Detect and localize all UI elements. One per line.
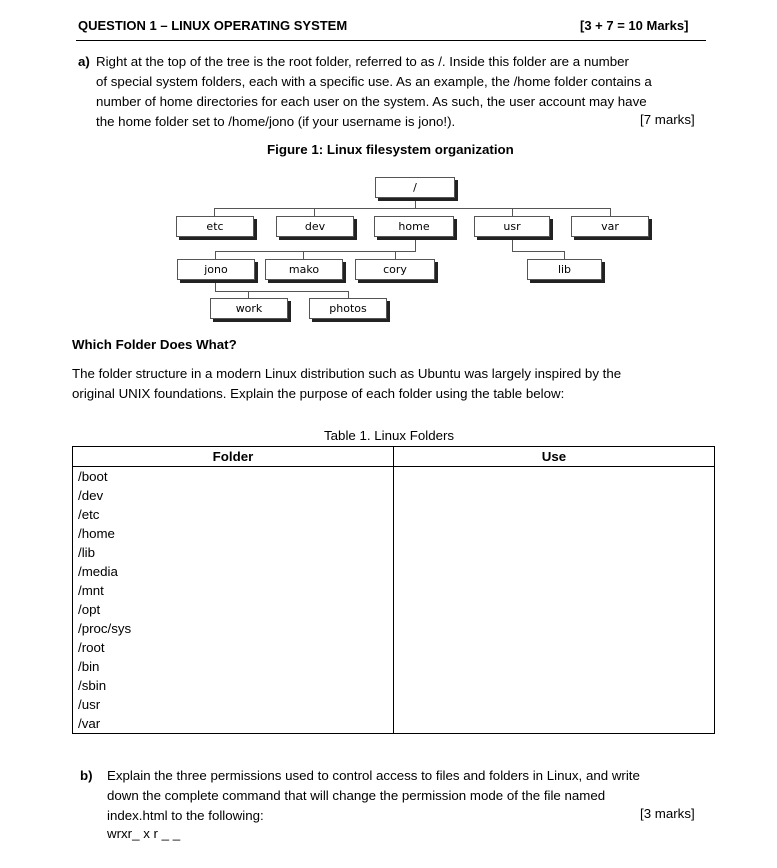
tree-node-home: home xyxy=(374,216,454,237)
tree-connector xyxy=(314,208,315,216)
tree-node-cory: cory xyxy=(355,259,435,280)
folder-cell: /mnt xyxy=(73,581,394,600)
column-header-use: Use xyxy=(394,447,715,467)
use-cell[interactable] xyxy=(394,714,715,734)
tree-node-dev: dev xyxy=(276,216,354,237)
table-caption: Table 1. Linux Folders xyxy=(324,428,455,443)
section-line: original UNIX foundations. Explain the purpose of each folder using the table below: xyxy=(72,386,565,401)
use-cell[interactable] xyxy=(394,619,715,638)
folder-cell: /opt xyxy=(73,600,394,619)
table-row xyxy=(73,581,715,600)
section-paragraph xyxy=(72,364,712,404)
folder-cell: /boot xyxy=(73,467,394,487)
part-b-marks: [3 marks] xyxy=(640,806,695,821)
tree-node-mako: mako xyxy=(265,259,343,280)
linux-folders-table xyxy=(72,446,715,734)
table-row xyxy=(73,543,715,562)
part-a-label: a) xyxy=(78,54,90,69)
tree-connector xyxy=(215,291,349,292)
question-marks: [3 + 7 = 10 Marks] xyxy=(580,18,689,33)
table-row xyxy=(73,619,715,638)
use-cell[interactable] xyxy=(394,467,715,487)
folder-cell: /proc/sys xyxy=(73,619,394,638)
use-cell[interactable] xyxy=(394,562,715,581)
tree-connector xyxy=(303,251,304,259)
folder-cell: /home xyxy=(73,524,394,543)
folder-cell: /bin xyxy=(73,657,394,676)
part-b-line: down the complete command that will change the permission mode of the file named xyxy=(107,788,606,803)
tree-connector xyxy=(214,208,215,216)
use-cell[interactable] xyxy=(394,695,715,714)
tree-node-etc: etc xyxy=(176,216,254,237)
folder-cell: /usr xyxy=(73,695,394,714)
use-cell[interactable] xyxy=(394,524,715,543)
use-cell[interactable] xyxy=(394,600,715,619)
part-b-label: b) xyxy=(80,768,93,783)
tree-connector xyxy=(512,208,513,216)
tree-connector xyxy=(215,281,216,291)
tree-node-var: var xyxy=(571,216,649,237)
tree-node-jono: jono xyxy=(177,259,255,280)
tree-node-work: work xyxy=(210,298,288,319)
folder-cell: /sbin xyxy=(73,676,394,695)
table-row xyxy=(73,486,715,505)
folder-cell: /etc xyxy=(73,505,394,524)
tree-connector xyxy=(215,251,416,252)
tree-node-photos: photos xyxy=(309,298,387,319)
table-row xyxy=(73,638,715,657)
part-b-line: Explain the three permissions used to control access to files and folders in Linux, and write xyxy=(107,768,640,783)
table-header-row xyxy=(73,447,715,467)
use-cell[interactable] xyxy=(394,676,715,695)
tree-connector xyxy=(564,251,565,259)
header-rule xyxy=(76,40,706,41)
folder-cell: /root xyxy=(73,638,394,657)
use-cell[interactable] xyxy=(394,486,715,505)
tree-node-usr: usr xyxy=(474,216,550,237)
figure-caption: Figure 1: Linux filesystem organization xyxy=(267,142,514,157)
folder-cell: /lib xyxy=(73,543,394,562)
part-b-paragraph xyxy=(107,766,707,826)
table-row xyxy=(73,562,715,581)
part-a-marks: [7 marks] xyxy=(640,112,695,127)
table-row xyxy=(73,467,715,487)
tree-connector xyxy=(415,199,416,208)
tree-node-root: / xyxy=(375,177,455,198)
section-line: The folder structure in a modern Linux distribution such as Ubuntu was largely inspired by the xyxy=(72,366,622,381)
table-row xyxy=(73,657,715,676)
use-cell[interactable] xyxy=(394,505,715,524)
section-heading: Which Folder Does What? xyxy=(72,337,237,352)
tree-connector xyxy=(395,251,396,259)
permission-string: wrxr_ x r _ _ xyxy=(107,826,181,841)
tree-connector xyxy=(415,238,416,251)
use-cell[interactable] xyxy=(394,657,715,676)
part-a-line: of special system folders, each with a specific use. As an example, the /home folder contains a xyxy=(96,74,652,89)
table-row xyxy=(73,695,715,714)
part-a-paragraph xyxy=(96,52,706,132)
column-header-folder: Folder xyxy=(73,447,394,467)
part-b-line: index.html to the following: xyxy=(107,808,264,823)
use-cell[interactable] xyxy=(394,581,715,600)
table-row xyxy=(73,676,715,695)
tree-connector xyxy=(610,208,611,216)
folder-cell: /media xyxy=(73,562,394,581)
table-row xyxy=(73,714,715,734)
table-row xyxy=(73,505,715,524)
tree-connector xyxy=(512,251,564,252)
table-row xyxy=(73,600,715,619)
tree-connector xyxy=(214,208,611,209)
tree-connector xyxy=(512,238,513,251)
question-title: QUESTION 1 – LINUX OPERATING SYSTEM xyxy=(78,18,348,33)
tree-node-lib: lib xyxy=(527,259,602,280)
table-row xyxy=(73,524,715,543)
folder-cell: /var xyxy=(73,714,394,734)
tree-connector xyxy=(215,251,216,259)
part-a-line: number of home directories for each user on the system. As such, the user account may have xyxy=(96,94,647,109)
use-cell[interactable] xyxy=(394,638,715,657)
part-a-line: the home folder set to /home/jono (if your username is jono!). xyxy=(96,114,456,129)
use-cell[interactable] xyxy=(394,543,715,562)
folder-cell: /dev xyxy=(73,486,394,505)
part-a-line: Right at the top of the tree is the root folder, referred to as /. Inside this folder are a number xyxy=(96,54,629,69)
